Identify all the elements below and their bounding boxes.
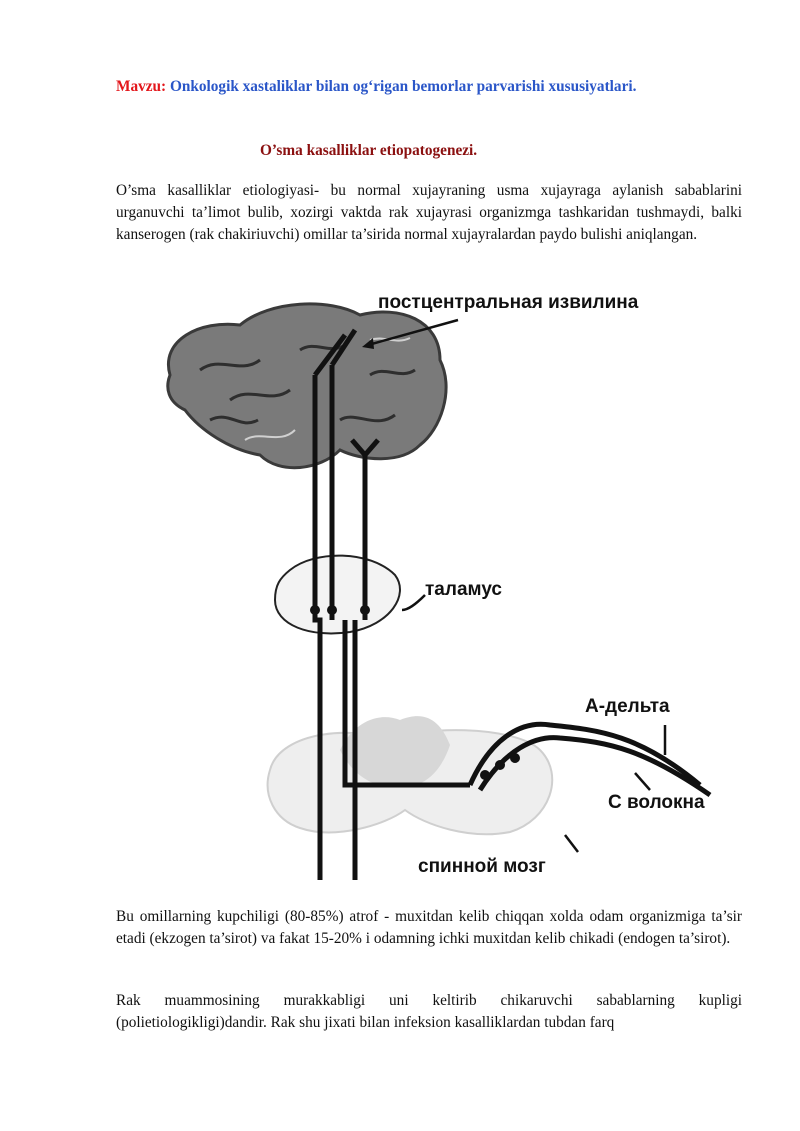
label-a-delta: А-дельта: [585, 696, 670, 717]
pain-pathway-figure: [140, 280, 740, 890]
section-heading: O’sma kasalliklar etiopatogenezi.: [260, 142, 478, 159]
label-spinal-cord: спинной мозг: [418, 856, 546, 877]
topic-label: Mavzu:: [116, 78, 167, 95]
brain-illustration: [168, 304, 446, 468]
paragraph-1: O’sma kasalliklar etiologiyasi- bu normal xujayraning usma xujayraga aylanish sabablarini urganuvchi ta’limot bulib, xozirgi vaktda rak xujayrasi organizmga tashkaridan tushmaydi, balki kanserogen (rak chakiriuvchi) omillar ta’sirida normal xujayralardan paydo bulishi aniqlangan.: [116, 182, 742, 243]
topic-text: Onkologik xastaliklar bilan og‘rigan bemorlar parvarishi xususiyatlari.: [169, 78, 637, 95]
label-thalamus: таламус: [425, 579, 502, 600]
label-postcentral-gyrus: постцентральная извилина: [378, 292, 639, 313]
paragraph-2: Bu omillarning kupchiligi (80-85%) atrof - muxitdan kelib chiqqan xolda odam organizmiga ta’sir etadi (ekzogen ta’sirot) va fakat 15-20% i odamning ichki muxitdan kelib chikadi (endogen ta’sirot).: [116, 908, 742, 947]
arrow-c-fiber: [635, 773, 650, 790]
arrow-spinal-cord: [565, 835, 578, 852]
thalamus-outline: [275, 556, 400, 634]
topic-line: [116, 76, 742, 98]
paragraph-3: Rak muammosining murakkabligi uni keltirib chikaruvchi sabablarning kupligi (polietiologikligi)dandir. Rak shu jixati bilan infeksion kasalliklardan tubdan farq: [116, 992, 742, 1031]
label-c-fiber: С волокна: [608, 792, 705, 813]
arrow-thalamus: [402, 595, 425, 610]
